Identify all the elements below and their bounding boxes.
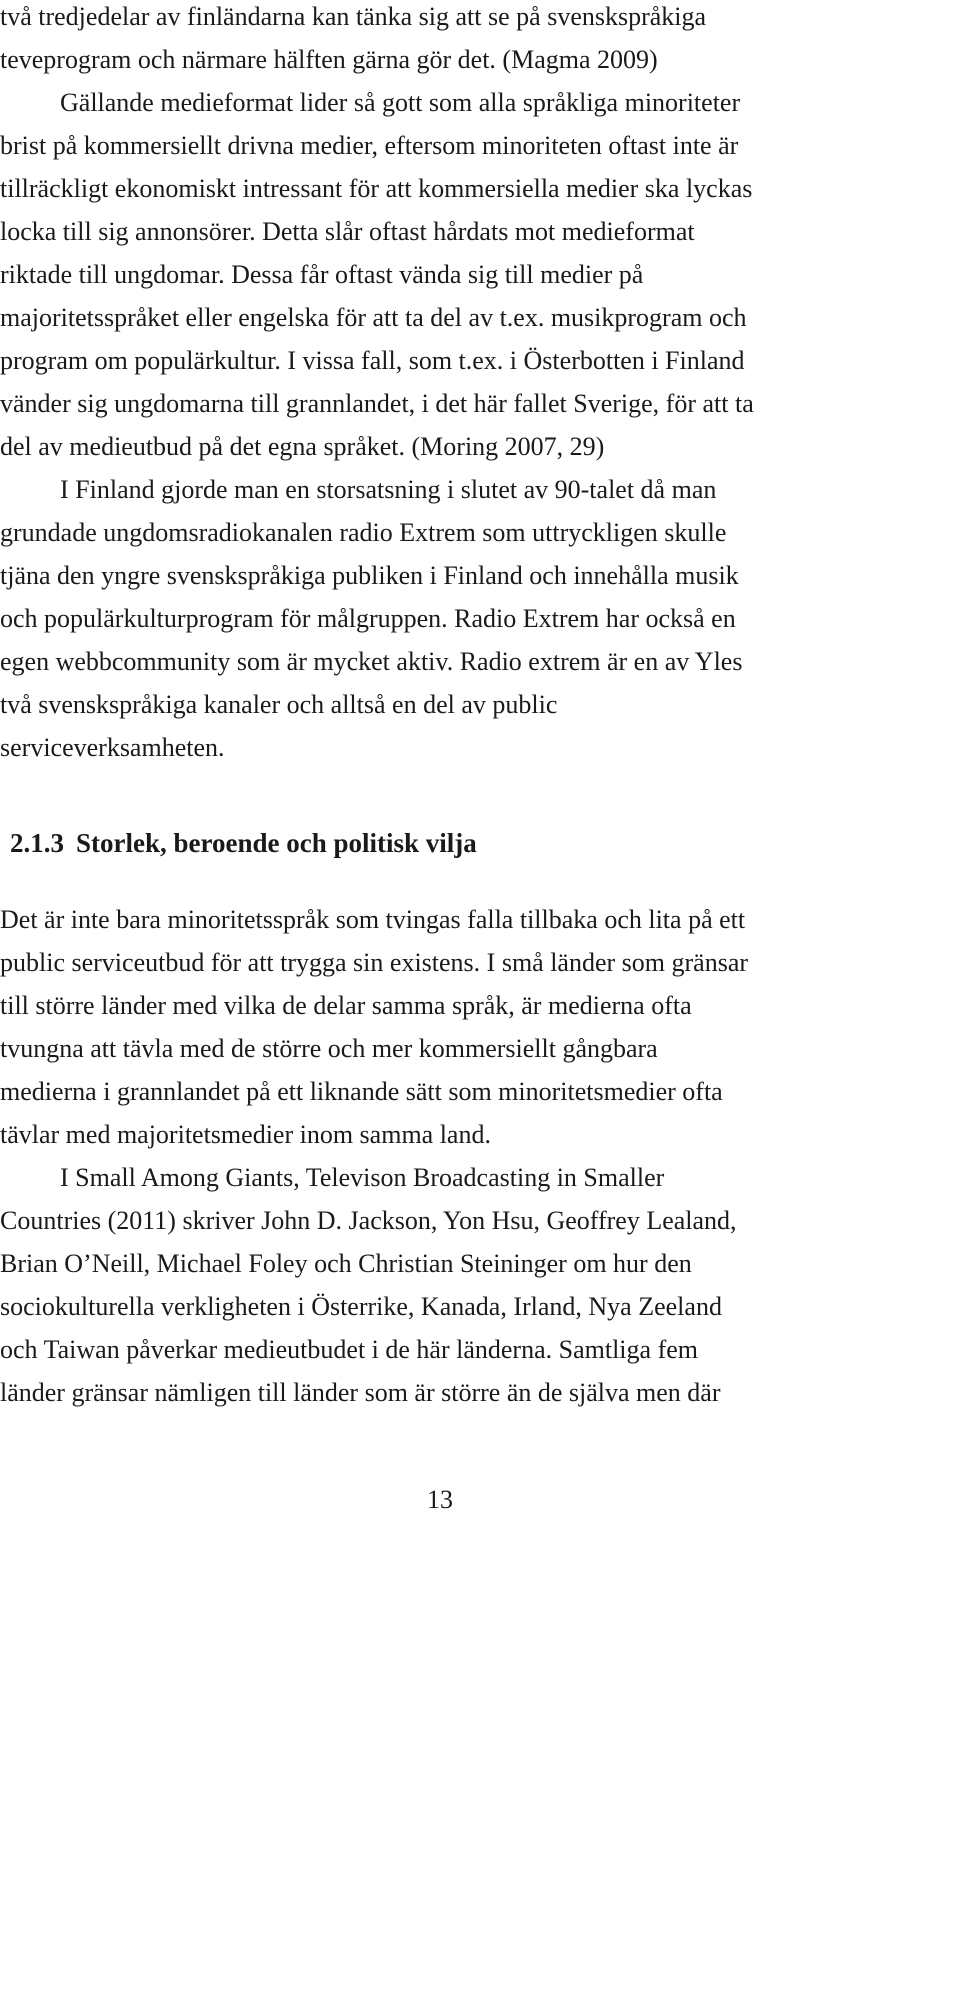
body-text-line: egen webbcommunity som är mycket aktiv. Radio extrem är en av Yles: [0, 647, 743, 676]
body-text-line: del av medieutbud på det egna språket. (Moring 2007, 29): [0, 432, 605, 461]
body-text-line: brist på kommersiellt drivna medier, eftersom minoriteten oftast inte är: [0, 131, 739, 160]
body-text-line: program om populärkultur. I vissa fall, som t.ex. i Österbotten i Finland: [0, 346, 745, 375]
body-text-line: tillräckligt ekonomiskt intressant för att kommersiella medier ska lyckas: [0, 174, 753, 203]
body-text-line: serviceverksamheten.: [0, 733, 225, 762]
body-text-line: två tredjedelar av finländarna kan tänka sig att se på svenskspråkiga: [0, 2, 707, 31]
body-text-line: två svenskspråkiga kanaler och alltså en del av public: [0, 690, 558, 719]
body-text-line: Brian O’Neill, Michael Foley och Christian Steininger om hur den: [0, 1249, 692, 1278]
body-text-line: vänder sig ungdomarna till grannlandet, i det här fallet Sverige, för att ta: [0, 389, 754, 418]
body-text-line: länder gränsar nämligen till länder som är större än de själva men där: [0, 1378, 721, 1407]
body-text-line: och populärkulturprogram för målgruppen. Radio Extrem har också en: [0, 604, 736, 633]
body-text-line: grundade ungdomsradiokanalen radio Extrem som uttryckligen skulle: [0, 518, 727, 547]
body-text-line: majoritetsspråket eller engelska för att ta del av t.ex. musikprogram och: [0, 303, 747, 332]
body-text-line: tjäna den yngre svenskspråkiga publiken i Finland och innehålla musik: [0, 561, 739, 590]
body-text-line: till större länder med vilka de delar samma språk, är medierna ofta: [0, 991, 692, 1020]
section-heading: [10, 828, 477, 858]
body-text-line: tvungna att tävla med de större och mer kommersiellt gångbara: [0, 1034, 658, 1063]
body-text-line: Det är inte bara minoritetsspråk som tvingas falla tillbaka och lita på ett: [0, 905, 746, 934]
body-text-line: och Taiwan påverkar medieutbudet i de här länderna. Samtliga fem: [0, 1335, 698, 1364]
body-text-line: I Finland gjorde man en storsatsning i slutet av 90-talet då man: [60, 475, 717, 504]
body-text-line: medierna i grannlandet på ett liknande sätt som minoritetsmedier ofta: [0, 1077, 723, 1106]
body-text-line: locka till sig annonsörer. Detta slår oftast hårdats mot medieformat: [0, 217, 695, 246]
body-text-line: sociokulturella verkligheten i Österrike, Kanada, Irland, Nya Zeeland: [0, 1292, 722, 1321]
body-text-line: riktade till ungdomar. Dessa får oftast vända sig till medier på: [0, 260, 644, 289]
body-text-line: teveprogram och närmare hälften gärna gör det. (Magma 2009): [0, 45, 658, 74]
body-text-line: public serviceutbud för att trygga sin existens. I små länder som gränsar: [0, 948, 749, 977]
section-number: 2.1.3: [10, 828, 64, 858]
page-number: 13: [427, 1485, 453, 1514]
body-text-line: Countries (2011) skriver John D. Jackson, Yon Hsu, Geoffrey Lealand,: [0, 1206, 737, 1235]
section-title: Storlek, beroende och politisk vilja: [76, 828, 477, 858]
body-text-line: Gällande medieformat lider så gott som alla språkliga minoriteter: [60, 88, 741, 117]
body-text-line: tävlar med majoritetsmedier inom samma land.: [0, 1120, 491, 1149]
body-text-line: I Small Among Giants, Televison Broadcasting in Smaller: [60, 1163, 665, 1192]
